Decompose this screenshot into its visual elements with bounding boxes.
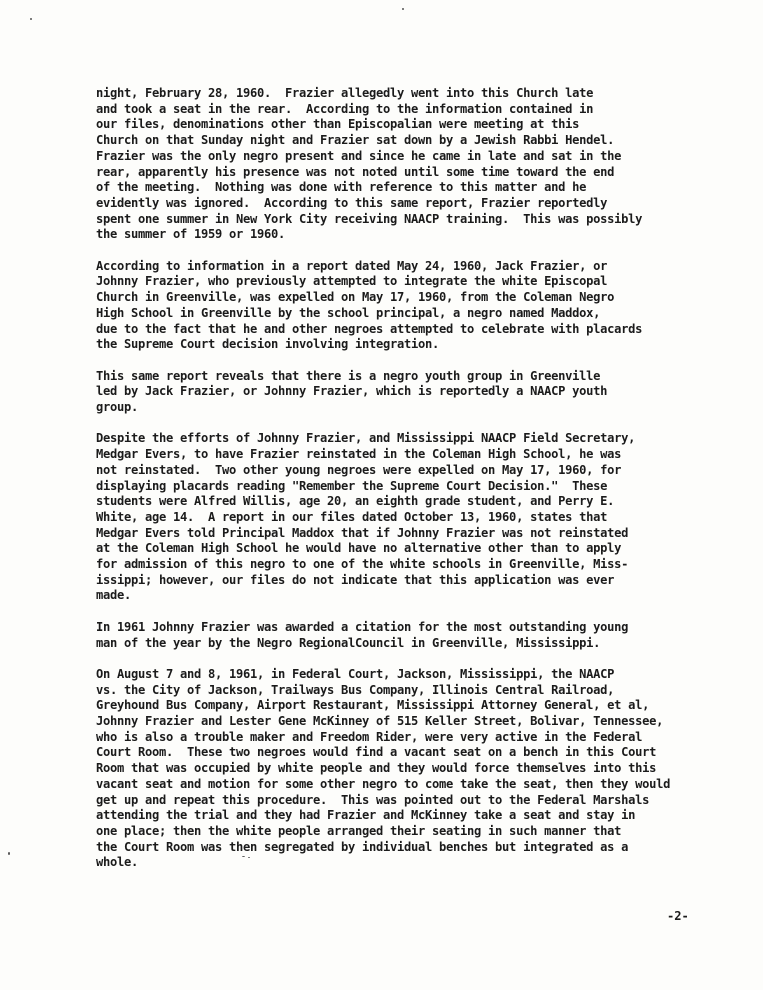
text-line: the summer of 1959 or 1960. bbox=[96, 227, 286, 242]
text-line: due to the fact that he and other negroes attempted to celebrate with placards bbox=[96, 321, 643, 336]
text-line: spent one summer in New York City receiving NAACP training. This was possibly bbox=[96, 211, 643, 226]
text-line: White, age 14. A report in our files dated October 13, 1960, states that bbox=[96, 509, 608, 524]
text-line: Greyhound Bus Company, Airport Restaurant, Mississippi Attorney General, et al, bbox=[96, 698, 650, 713]
scan-speck bbox=[248, 857, 250, 858]
text-line: one place; then the white people arranged their seating in such manner that bbox=[96, 823, 622, 838]
text-line: Room that was occupied by white people and they would force themselves into this bbox=[96, 761, 657, 776]
text-line: and took a seat in the rear. According to the information contained in bbox=[96, 101, 594, 116]
paragraph bbox=[96, 667, 696, 871]
scan-speck bbox=[8, 852, 10, 855]
text-line: of the meeting. Nothing was done with reference to this matter and he bbox=[96, 180, 587, 195]
paragraph bbox=[96, 620, 696, 651]
paragraph bbox=[96, 369, 696, 416]
text-line: rear, apparently his presence was not noted until some time toward the end bbox=[96, 164, 615, 179]
text-line: night, February 28, 1960. Frazier allegedly went into this Church late bbox=[96, 86, 594, 100]
text-line: This same report reveals that there is a negro youth group in Greenville bbox=[96, 368, 601, 383]
text-line: who is also a trouble maker and Freedom Rider, were very active in the Federal bbox=[96, 729, 643, 744]
text-line: Court Room. These two negroes would find a vacant seat on a bench in this Court bbox=[96, 745, 657, 760]
text-line: issippi; however, our files do not indicate that this application was ever bbox=[96, 572, 615, 587]
text-line: at the Coleman High School he would have no alternative other than to apply bbox=[96, 541, 622, 556]
text-line: attending the trial and they had Frazier and McKinney take a seat and stay in bbox=[96, 808, 636, 823]
scan-speck bbox=[242, 856, 245, 857]
paragraph bbox=[96, 259, 696, 353]
text-line: for admission of this negro to one of the white schools in Greenville, Miss- bbox=[96, 557, 629, 572]
text-line: On August 7 and 8, 1961, in Federal Court, Jackson, Mississippi, the NAACP bbox=[96, 666, 615, 681]
text-line: According to information in a report dated May 24, 1960, Jack Frazier, or bbox=[96, 258, 608, 273]
text-line: In 1961 Johnny Frazier was awarded a citation for the most outstanding young bbox=[96, 619, 629, 634]
text-line: evidently was ignored. According to this same report, Frazier reportedly bbox=[96, 195, 608, 210]
text-line: man of the year by the Negro RegionalCouncil in Greenville, Mississippi. bbox=[96, 635, 601, 650]
page-number: -2- bbox=[667, 909, 689, 923]
text-line: Frazier was the only negro present and since he came in late and sat in the bbox=[96, 148, 622, 163]
text-line: Johnny Frazier and Lester Gene McKinney of 515 Keller Street, Bolivar, Tennessee, bbox=[96, 714, 664, 729]
text-line: Church in Greenville, was expelled on May 17, 1960, from the Coleman Negro bbox=[96, 290, 615, 305]
text-line: Medgar Evers, to have Frazier reinstated in the Coleman High School, he was bbox=[96, 447, 622, 462]
text-line: our files, denominations other than Episcopalian were meeting at this bbox=[96, 117, 580, 132]
text-line: Medgar Evers told Principal Maddox that if Johnny Frazier was not reinstated bbox=[96, 525, 629, 540]
text-line: Johnny Frazier, who previously attempted to integrate the white Episcopal bbox=[96, 274, 608, 289]
text-line: vs. the City of Jackson, Trailways Bus Company, Illinois Central Railroad, bbox=[96, 682, 615, 697]
paragraph bbox=[96, 86, 696, 243]
paragraph bbox=[96, 431, 696, 604]
text-line: displaying placards reading "Remember the Supreme Court Decision." These bbox=[96, 478, 608, 493]
text-line: group. bbox=[96, 400, 139, 415]
text-line: not reinstated. Two other young negroes were expelled on May 17, 1960, for bbox=[96, 462, 622, 477]
text-line: the Supreme Court decision involving integration. bbox=[96, 337, 440, 352]
text-line: the Court Room was then segregated by individual benches but integrated as a bbox=[96, 839, 629, 854]
scan-speck bbox=[30, 18, 32, 20]
text-line: Church on that Sunday night and Frazier sat down by a Jewish Rabbi Hendel. bbox=[96, 133, 615, 148]
text-line: whole. bbox=[96, 855, 139, 870]
scan-speck bbox=[402, 8, 404, 10]
text-line: get up and repeat this procedure. This was pointed out to the Federal Marshals bbox=[96, 792, 650, 807]
text-line: led by Jack Frazier, or Johnny Frazier, which is reportedly a NAACP youth bbox=[96, 384, 608, 399]
text-line: High School in Greenville by the school principal, a negro named Maddox, bbox=[96, 305, 601, 320]
text-line: made. bbox=[96, 588, 132, 603]
document-body bbox=[96, 86, 696, 887]
text-line: Despite the efforts of Johnny Frazier, and Mississippi NAACP Field Secretary, bbox=[96, 431, 636, 446]
text-line: students were Alfred Willis, age 20, an eighth grade student, and Perry E. bbox=[96, 494, 615, 509]
text-line: vacant seat and motion for some other negro to come take the seat, then they would bbox=[96, 776, 671, 791]
